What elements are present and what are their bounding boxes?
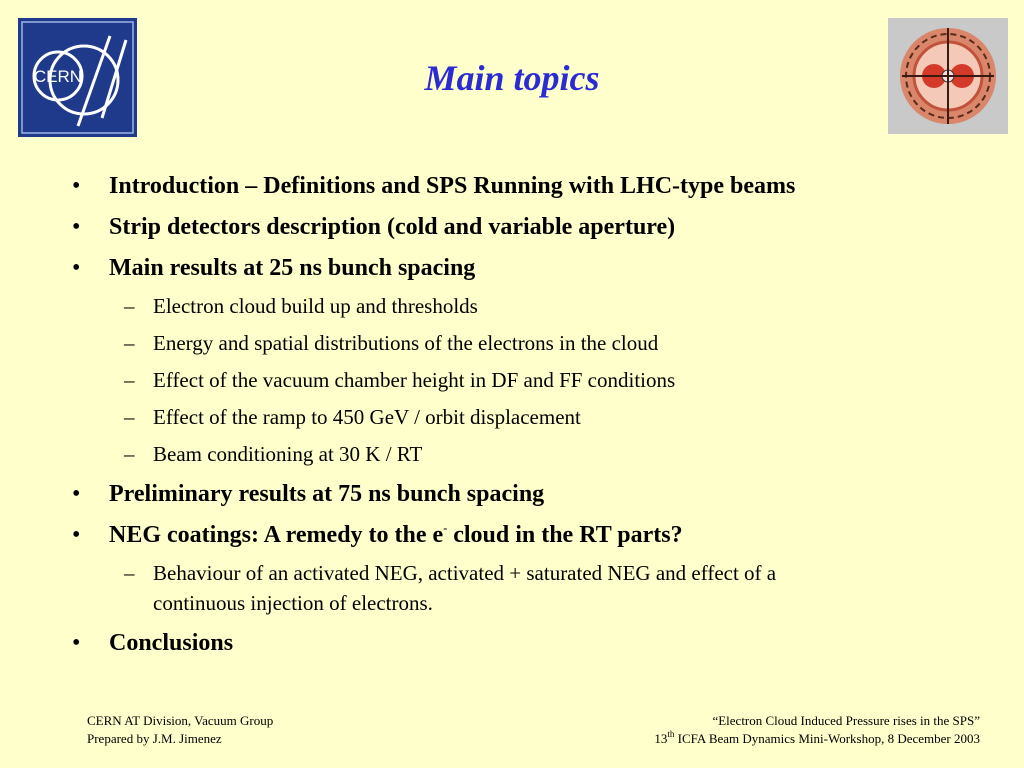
bullet-marker: • bbox=[72, 255, 81, 281]
list-item-text: NEG coatings: A remedy to the e bbox=[109, 522, 444, 548]
topic-list bbox=[72, 168, 952, 666]
sub-list-item-text: Effect of the vacuum chamber height in DF and FF conditions bbox=[153, 368, 676, 392]
list-item bbox=[72, 168, 952, 204]
footer-talk-title: “Electron Cloud Induced Pressure rises in the SPS” bbox=[712, 713, 980, 728]
page-title: Main topics bbox=[424, 58, 600, 98]
dash-marker: – bbox=[124, 331, 135, 355]
list-item-text: Introduction – Definitions and SPS Running with LHC-type beams bbox=[109, 173, 796, 199]
superscript-minus: - bbox=[443, 521, 448, 535]
list-item-text: Preliminary results at 75 ns bunch spacing bbox=[109, 481, 545, 507]
dash-marker: – bbox=[124, 294, 135, 318]
sub-list-item-text: Electron cloud build up and thresholds bbox=[153, 294, 478, 318]
bullet-marker: • bbox=[72, 630, 81, 656]
bullet-marker: • bbox=[72, 173, 81, 199]
dash-marker: – bbox=[124, 368, 135, 392]
svg-text:CERN: CERN bbox=[33, 67, 83, 86]
dash-marker: – bbox=[124, 442, 135, 466]
bullet-marker: • bbox=[72, 214, 81, 240]
list-item-text-cont: cloud in the RT parts? bbox=[447, 522, 683, 548]
dash-marker: – bbox=[124, 405, 135, 429]
sub-list-item bbox=[72, 558, 952, 618]
sub-list-item bbox=[72, 439, 952, 469]
sub-list-item-text: Energy and spatial distributions of the electrons in the cloud bbox=[153, 331, 659, 355]
footer-author: Prepared by J.M. Jimenez bbox=[87, 731, 222, 746]
list-item bbox=[72, 625, 952, 661]
dash-marker: – bbox=[124, 561, 135, 585]
sub-list-item bbox=[72, 291, 952, 321]
sub-list-item-text-cont: continuous injection of electrons. bbox=[153, 591, 433, 615]
list-item-text: Main results at 25 ns bunch spacing bbox=[109, 255, 476, 281]
footer-workshop bbox=[654, 730, 980, 748]
list-item bbox=[72, 250, 952, 286]
bullet-marker: • bbox=[72, 481, 81, 507]
bullet-marker: • bbox=[72, 522, 81, 548]
sub-list-item-text: Behaviour of an activated NEG, activated + saturated NEG and effect of a bbox=[153, 561, 777, 585]
list-item-text: Strip detectors description (cold and variable aperture) bbox=[109, 214, 676, 240]
sub-list-item bbox=[72, 328, 952, 358]
list-item-text: Conclusions bbox=[109, 630, 234, 656]
footer-workshop-number: 13 bbox=[654, 731, 668, 746]
sub-list-item bbox=[72, 402, 952, 432]
footer-right bbox=[654, 712, 980, 748]
sub-list-item-text: Effect of the ramp to 450 GeV / orbit displacement bbox=[153, 405, 581, 429]
list-item bbox=[72, 476, 952, 512]
list-item bbox=[72, 517, 952, 553]
footer-workshop-text: ICFA Beam Dynamics Mini-Workshop, 8 December 2003 bbox=[674, 731, 980, 746]
footer-ordinal: th bbox=[667, 729, 675, 739]
footer-left bbox=[87, 712, 273, 748]
sub-list-item bbox=[72, 365, 952, 395]
list-item bbox=[72, 209, 952, 245]
sub-list-item-text: Beam conditioning at 30 K / RT bbox=[153, 442, 423, 466]
footer-organization: CERN AT Division, Vacuum Group bbox=[87, 713, 274, 728]
